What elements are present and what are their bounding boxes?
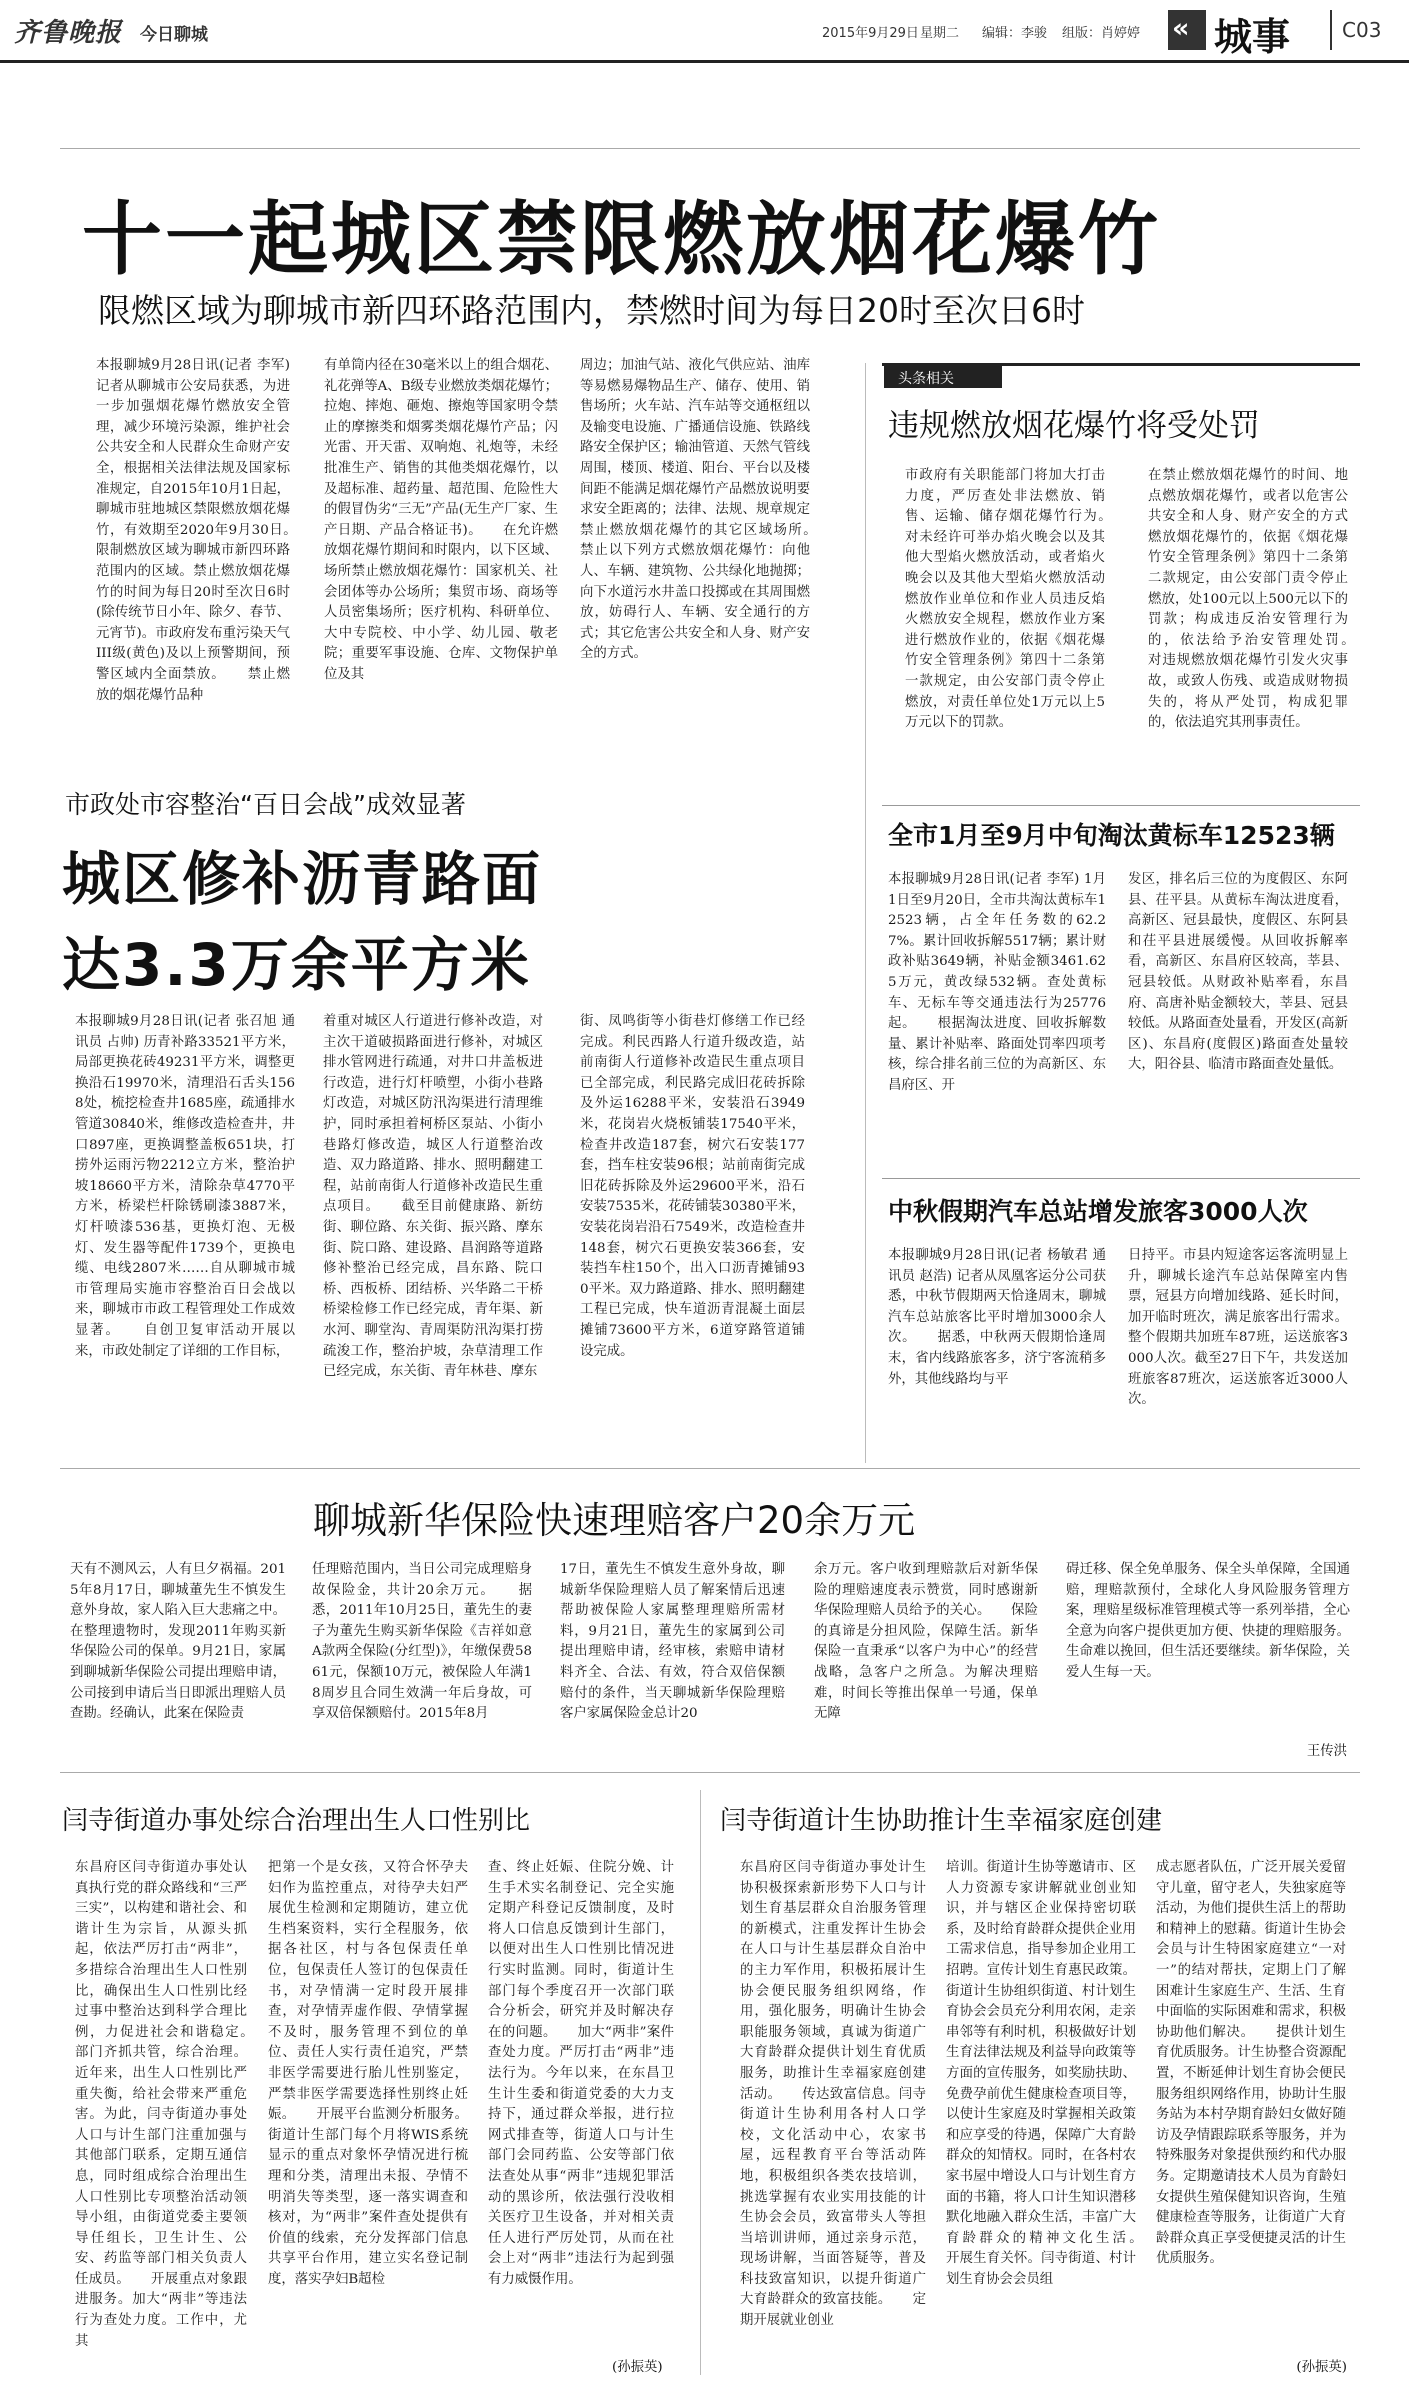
article4-body-2: 日持平。市县内短途客运客流明显上升，聊城长途汽车总站保障室内售票，冠县方向增加线路、延长时间，加开临时班次，满足旅客出行需求。整个假期共加班车87班，运送旅客3000人次。截至27日下午，共发送加班旅客87班次，运送旅客近3000人次。 [1128, 1248, 1348, 1408]
article6-column-3 [488, 1858, 674, 2354]
article1-column-1 [96, 356, 317, 778]
bottom-vertical-divider [700, 1790, 701, 2375]
article3-column-1 [888, 870, 1106, 1168]
headline-road-repair-line2: 达3.3万余平方米 [62, 931, 531, 999]
issue-weekday: 星期二 [920, 26, 960, 41]
article5-column-3 [560, 1560, 785, 1760]
article7-column-2 [946, 1858, 1163, 2376]
article1-body-2: 有单筒内径在30毫米以上的组合烟花、礼花弹等A、B级专业燃放类烟花爆竹；拉炮、摔炮、砸炮、擦炮等国家明令禁止的摩擦类和烟雾类烟花爆竹产品；闪光雷、开天雷、双响炮、礼炮等，未经批准生产、销售的其他类烟花爆竹，以及超标准、超药量、超范围、危险性大的假冒伪劣“三无”产品(无生产厂家、生产日期、产品合格证书)。 在允许燃放烟花爆竹期间和时限内，以下区域、场所禁止燃放烟花爆竹：国家机关、社会团体等办公场所；集贸市场、商场等人员密集场所；医疗机构、科研单位、大中专院校、中小学、幼儿园、敬老院；重要军事设施、仓库、文物保护单位及其 [324, 358, 558, 682]
section-divider [1330, 10, 1332, 50]
sidebar1-body-1: 市政府有关职能部门将加大打击力度，严厉查处非法燃放、销售、运输、储存烟花爆竹行为。 对未经许可举办焰火晚会以及其他大型焰火燃放活动，或者焰火晚会以及其他大型焰火燃放活动燃放作业单位和作业人员违反焰火燃放安全规程，燃放作业方案进行燃放作业的，依据《烟花爆竹安全管理条例》第四十二条第一款规定，由公安部门责令停止燃放，对责任单位处1万元以上5万元以下的罚款。 [905, 468, 1132, 731]
chevron-left-icon: « [1172, 13, 1190, 44]
article2-column-3 [580, 1012, 805, 1424]
article2-body-1: 本报聊城9月28日讯(记者 张召旭 通讯员 占帅) 历青补路33521平方米，局部更换花砖49231平方米，调整更换沿石19970米，清理沿石舌头1568处，梳挖检查井1685座，疏通排水管道30840米，维修改造检查井，井口897座，更换调整盖板651块，打捞外运雨污物2212立方米，整治护坡18660平方米，清除杂草4770平方米，桥梁栏杆除锈刷漆3887米，灯杆喷漆536基，更换灯泡、无极灯、发生器等配件1739个，更换电缆、电线2807米……自从聊城市城市管理局实施市容整治百日会战以来，聊城市市政工程管理处工作成效显著。 自创卫复审活动开展以来，市政处制定了详细的工作目标， [75, 1014, 295, 1359]
headline-bus-station: 中秋假期汽车总站增发旅客3000人次 [888, 1197, 1308, 1226]
edition-label: 今日聊城 [140, 25, 208, 45]
article4-body-1: 本报聊城9月28日讯(记者 杨敏君 通讯员 赵浩) 记者从凤凰客运分公司获悉，中秋节假期两天恰逢周末，聊城汽车总站旅客比平时增加3000余人次。 据悉，中秋两天假期恰逢周末，省内线路旅客多，济宁客流稍多外，其他线路均与平 [888, 1248, 1106, 1387]
article6-body-2: 把第一个是女孩，又符合怀孕夫妇作为监控重点，对待孕夫妇严展优生检测和定期随访，建立优生档案资料，实行全程服务，依据各社区，村与各包保责任单位，包保责任人签订的包保责任书，对孕情满一定时段开展排查，对孕情弄虚作假、孕情掌握不及时，服务管理不到位的单位、责任人实行责任追究，严禁非医学需要进行胎儿性别鉴定，严禁非医学需要选择性别终止妊娠。 开展平台监测分析服务。街道计生部门每个月将WIS系统显示的重点对象怀孕情况进行梳理和分类，清理出未报、孕情不明消失等类型，逐一落实调查和核对，为“两非”案件查处提供有价值的线索，充分发挥部门信息共享平台作用，建立实名登记制度，落实孕妇B超检 [268, 1860, 468, 2287]
article2-column-1 [75, 1012, 295, 1424]
headline-gender-ratio: 闫寺街道办事处综合治理出生人口性别比 [62, 1806, 531, 1836]
article7-body-3: 成志愿者队伍，广泛开展关爱留守儿童，留守老人，失独家庭等活动，为他们提供生活上的帮助和精神上的慰藉。街道计生协会会员与计生特困家庭建立“一对一”的结对帮扶，定期上门了解困难计生家庭生产、生活、生育中面临的实际困难和需求，积极协助他们解决。 提供计划生育优质服务。计生协整合资源配置，不断延伸计划生育协会便民服务组织网络作用，协助计生服务站为本村孕期育龄妇女做好随访及孕情跟踪联系等服务，并为特殊服务对象提供预约和代办服务。定期邀请技术人员为育龄妇女提供生殖保健知识咨询，生殖健康检查等服务，让街道广大育龄群众真正享受便捷灵活的计生优质服务。 [1156, 1860, 1346, 2267]
article3-divider [882, 1178, 1360, 1179]
lower-page-divider [60, 1772, 1360, 1773]
article5-author: 王传洪 [1306, 1744, 1347, 1759]
related-tag-label: 头条相关 [898, 371, 954, 387]
article6-column-2 [268, 1858, 468, 2376]
article1-body-1: 本报聊城9月28日讯(记者 李军) 记者从聊城市公安局获悉，为进一步加强烟花爆竹燃放安全管理，减少环境污染源，维护社会公共安全和人民群众生命财产安全，根据相关法律法规及国家标准规定，自2015年10月1日起，聊城市驻地城区禁限燃放烟花爆竹，有效期至2020年9月30日。 限制燃放区域为聊城市新四环路范围内的区域。禁止燃放烟花爆竹的时间为每日20时至次日6时(除传统节日小年、除夕、春节、元宵节)。市政府发布重污染天气III级(黄色)及以上预警期间，预警区域内全面禁放。 禁止燃放的烟花爆竹品种 [96, 358, 317, 703]
masthead [0, 0, 1409, 60]
article5-column-2 [312, 1560, 532, 1760]
article6-column-1 [75, 1858, 274, 2376]
section-title: 城事 [1214, 15, 1291, 59]
newspaper-logo: 齐鲁晚报 [14, 18, 123, 48]
article6-body-3: 查、终止妊娠、住院分娩、计生手术实名制登记、完全实施定期产科登记反馈制度，及时将人口信息反馈到计生部门，以便对出生人口性别比情况进行实时监测。同时，街道计生部门每个季度召开一次部门联合分析会，研究并及时解决存在的问题。 加大“两非”案件查处力度。严厉打击“两非”违法行为。今年以来，在东昌卫生计生委和街道党委的大力支持下，通过群众举报，进行拉网式排查等，街道人口与计生部门会同药监、公安等部门依法查处从事“两非”违规犯罪活动的黑诊所，依法强行没收相关医疗卫生设备，并对相关责任人进行严厉处罚，从而在社会上对“两非”违法行为起到强有力威慑作用。 [488, 1860, 674, 2287]
sidebar1-column-1 [905, 466, 1132, 788]
main-vertical-divider [865, 363, 866, 1463]
mid-page-divider [60, 1468, 1360, 1469]
article1-column-2 [324, 356, 558, 778]
kicker-road-repair: 市政处市容整治“百日会战”成效显著 [65, 790, 466, 819]
article3-body-1: 本报聊城9月28日讯(记者 李军) 1月1日至9月20日，全市共淘汰黄标车12523辆，占全年任务数的62.27%。累计回收拆解5517辆；累计财政补贴3649辆，补贴金额3461.625万元，黄改绿532辆。查处黄标车、无标车等交通违法行为25776起。 根据淘汰进度、回收拆解数量、累计补贴率、路面处罚率四项考核，综合排名前三位的为高新区、东昌府区、开 [888, 872, 1106, 1093]
page-number: C03 [1342, 18, 1382, 42]
article5-column-1 [70, 1560, 286, 1760]
article5-body-3: 17日，董先生不慎发生意外身故，聊城新华保险理赔人员了解案情后迅速帮助被保险人家属整理理赔所需材料，9月21日，董先生的家属到公司提出理赔申请，经审核，索赔申请材料齐全、合法、有效，符合双倍保额赔付的条件，当天聊城新华保险理赔客户家属保险金总计20 [560, 1562, 785, 1722]
headline-yellow-label-cars: 全市1月至9月中旬淘汰黄标车12523辆 [888, 821, 1335, 850]
related-tag [884, 366, 1002, 388]
subheadline-fireworks-ban: 限燃区域为聊城市新四环路范围内，禁燃时间为每日20时至次日6时 [98, 291, 1085, 330]
headline-fireworks-ban: 十一起城区禁限燃放烟花爆竹 [82, 193, 1161, 286]
article1-body-3: 周边；加油气站、液化气供应站、油库等易燃易爆物品生产、储存、使用、销售场所；火车站、汽车站等交通枢纽以及输变电设施、广播通信设施、铁路线路安全保护区；输油管道、天然气管线周围，楼顶、楼道、阳台、平台以及楼间距不能满足烟花爆竹产品燃放说明要求安全距离的；法律、法规、规章规定禁止燃放烟花爆竹的其它区域场所。 禁止以下列方式燃放烟花爆竹：向他人、车辆、建筑物、公共绿化地抛掷；向下水道污水井盖口投掷或在其周围燃放，妨碍行人、车辆、安全通行的方式；其它危害公共安全和人身、财产安全的方式。 [580, 358, 837, 662]
editor-credit: 编辑：李骏 [982, 26, 1048, 41]
issue-date: 2015年9月29日 [822, 26, 919, 41]
article7-column-3 [1156, 1858, 1346, 2354]
sidebar1-body-2: 在禁止燃放烟花爆竹的时间、地点燃放烟花爆竹，或者以危害公共安全和人身、财产安全的方式燃放烟花爆竹的，依据《烟花爆竹安全管理条例》第四十二条第二款规定，由公安部门责令停止燃放，处100元以上500元以下的罚款；构成违反治安管理行为的，依法给予治安管理处罚。 对违规燃放烟花爆竹引发火灾事故，或致人伤残、或造成财物损失的，将从严处罚，构成犯罪的，依法追究其刑事责任。 [1148, 468, 1375, 731]
article2-body-2: 着重对城区人行道进行修补改造，对主次干道破损路面进行修补，对城区排水管网进行疏通，对井口井盖板进行改造，进行灯杆喷塑，小街小巷路灯改造，对城区防汛沟渠进行清理维护，同时承担着柯桥区泵站、小街小巷路灯修改造，城区人行道整治改造、双力路道路、排水、照明翻建工程，站前南街人行道修补改造民生重点项目。 截至目前健康路、新纺街、聊位路、东关街、振兴路、摩东街、院口路、建设路、昌润路等道路修补整治已经完成，昌东路、院口桥、西板桥、团结桥、兴华路二干桥桥梁检修工作已经完成，青年渠、新水河、聊堂沟、青周渠防汛沟渠打捞疏浚工作，整治护坡，杂草清理工作已经完成，东关街、青年林巷、摩东 [323, 1014, 543, 1380]
sidebar1-divider [882, 805, 1360, 806]
article6-body-1: 东昌府区闫寺街道办事处认真执行党的群众路线和“三严三实”，以构建和谐社会、和谐计生为宗旨，从源头抓起，依法严厉打击“两非”，多措综合治理出生人口性别比，确保出生人口性别比经过事中整治达到科学合理比例，力促进社会和谐稳定。 部门齐抓共管，综合治理。近年来，出生人口性别比严重失衡，给社会带来严重危害。为此，闫寺街道办事处人口与计生部门注重加强与其他部门联系，定期互通信息，同时组成综合治理出生人口性别比专项整治活动领导小组，由街道党委主要领导任组长，卫生计生、公安、药监等部门相关负责人任成员。 开展重点对象跟进服务。加大“两非”等违法行为查处力度。工作中，尤其 [75, 1860, 274, 2349]
headline-road-repair-line1: 城区修补沥青路面 [62, 845, 543, 913]
article5-body-2: 任理赔范围内，当日公司完成理赔身故保险金，共计20余万元。 据悉，2011年10月25日，董先生的妻子为董先生购买新华保险《吉祥如意A款两全保险(分红型)》，年缴保费5861元，保额10万元，被保险人年满18周岁且合同生效满一年后身故，可享双倍保额赔付。2015年8月 [312, 1562, 532, 1722]
article5-column-4 [814, 1560, 1038, 1760]
layout-credit: 组版：肖婷婷 [1062, 26, 1141, 41]
article7-author: (孙振英) [1296, 2360, 1347, 2375]
article7-body-1: 东昌府区闫寺街道办事处计生协积极探索新形势下人口与计划生育基层群众自治服务管理的新模式，注重发挥计生协会在人口与计生基层群众自治中的主力军作用，积极拓展计生协会便民服务组织网络，作用，强化服务，明确计生协会职能服务领域，真诚为街道广大育龄群众提供计划生育优质服务，助推计生幸福家庭创建活动。 传达致富信息。闫寺街道计生协利用各村人口学校，文化活动中心，农家书屋，远程教育平台等活动阵地，积极组织各类农技培训，挑选掌握有农业实用技能的计生协会会员，致富带头人等担当培训讲师，通过亲身示范，现场讲解，当面答疑等，普及科技致富知识，以提升街道广大育龄群众的致富技能。 定期开展就业创业 [740, 1860, 926, 2329]
article5-body-4: 余万元。客户收到理赔款后对新华保险的理赔速度表示赞赏，同时感谢新华保险理赔人员给予的关心。 保险的真谛是分担风险，保障生活。新华保险一直秉承“以客户为中心”的经营战略，急客户之所急。为解决理赔难，时间长等推出保单一号通，保单无障 [814, 1562, 1038, 1722]
headline-happy-family: 闫寺街道计生协助推计生幸福家庭创建 [720, 1806, 1163, 1836]
article2-body-3: 街、凤鸣街等小街巷灯修缮工作已经完成。利民西路人行道升级改造，站前南街人行道修补改造民生重点项目已全部完成，利民路完成旧花砖拆除及外运16288平米，安装沿石3949米，花岗岩火烧板铺装17540平米，检查井改造187套，树穴石安装177套，挡车柱安装96根；站前南街完成旧花砖拆除及外运29600平米，沿石安装7535米，花砖铺装30380平米，安装花岗岩沿石7549米，改造检查井148套，树穴石更换安装366套，安装挡车柱150个，出入口沥青摊铺930平米。双力路道路、排水、照明翻建工程已完成，快车道沥青混凝土面层摊铺73600平方米，6道穿路管道铺设完成。 [580, 1014, 805, 1359]
article5-body-5: 碍迁移、保全免单服务、保全头单保障，全国通赔，理赔款预付，全球化人身风险服务管理方案，理赔星级标准管理模式等一系列举措，全心全意为向客户提供更加方便、快捷的理赔服务。生命难以挽回，但生活还要继续。新华保险，关爱人生每一天。 [1066, 1562, 1350, 1680]
article7-body-2: 培训。街道计生协等邀请市、区人力资源专家讲解就业创业知识，并与辖区企业保持密切联系，及时给育龄群众提供企业用工需求信息，指导参加企业用工招聘。宣传计划生育惠民政策。街道计生协组织街道、村计划生育协会会员充分利用农闲，走亲串邻等有利时机，积极做好计划生育法律法规及利益导向政策等方面的宣传服务，如奖励扶助、免费孕前优生健康检查项目等，以使计生家庭及时掌握相关政策和应享受的待遇，保障广大育龄群众的知情权。同时，在各村农家书屋中增设人口与计划生育方面的书籍，将人口计生知识潜移默化地融入群众生活，丰富广大育龄群众的精神文化生活。 开展生育关怀。闫寺街道、村计划生育协会会员组 [946, 1860, 1163, 2287]
sidebar1-column-2 [1148, 466, 1375, 788]
masthead-rule [0, 60, 1409, 63]
article4-column-2 [1128, 1246, 1348, 1452]
article7-column-1 [740, 1858, 926, 2376]
sidebar-title-penalty: 违规燃放烟花爆竹将受处罚 [888, 408, 1260, 444]
article4-column-1 [888, 1246, 1106, 1452]
article3-body-2: 发区，排名后三位的为度假区、东阿县、茌平县。从黄标车淘汰进度看，高新区、冠县最快，度假区、东阿县和茌平县进展缓慢。从回收拆解率看，高新区、东昌府区较高，莘县、冠县较低。从财政补贴率看，东昌府、高唐补贴金额较大，莘县、冠县较低。从路面查处量看，开发区(高新区)、东昌府(度假区)路面查处量较大，阳谷县、临清市路面查处量低。 [1128, 872, 1348, 1073]
article5-column-5 [1066, 1560, 1350, 1736]
article1-column-3 [580, 356, 837, 778]
article2-column-2 [323, 1012, 543, 1424]
article6-author: (孙振英) [612, 2360, 663, 2375]
header-separator [60, 148, 1360, 149]
article5-body-1: 天有不测风云，人有旦夕祸福。2015年8月17日，聊城董先生不慎发生意外身故，家人陷入巨大悲痛之中。在整理遗物时，发现2011年购买新华保险公司的保单。9月21日，家属到聊城新华保险公司提出理赔申请，公司接到申请后当日即派出理赔人员查勘。经确认，此案在保险责 [70, 1562, 286, 1722]
headline-insurance-claims: 聊城新华保险快速理赔客户20余万元 [313, 1499, 916, 1542]
article3-column-2 [1128, 870, 1348, 1168]
